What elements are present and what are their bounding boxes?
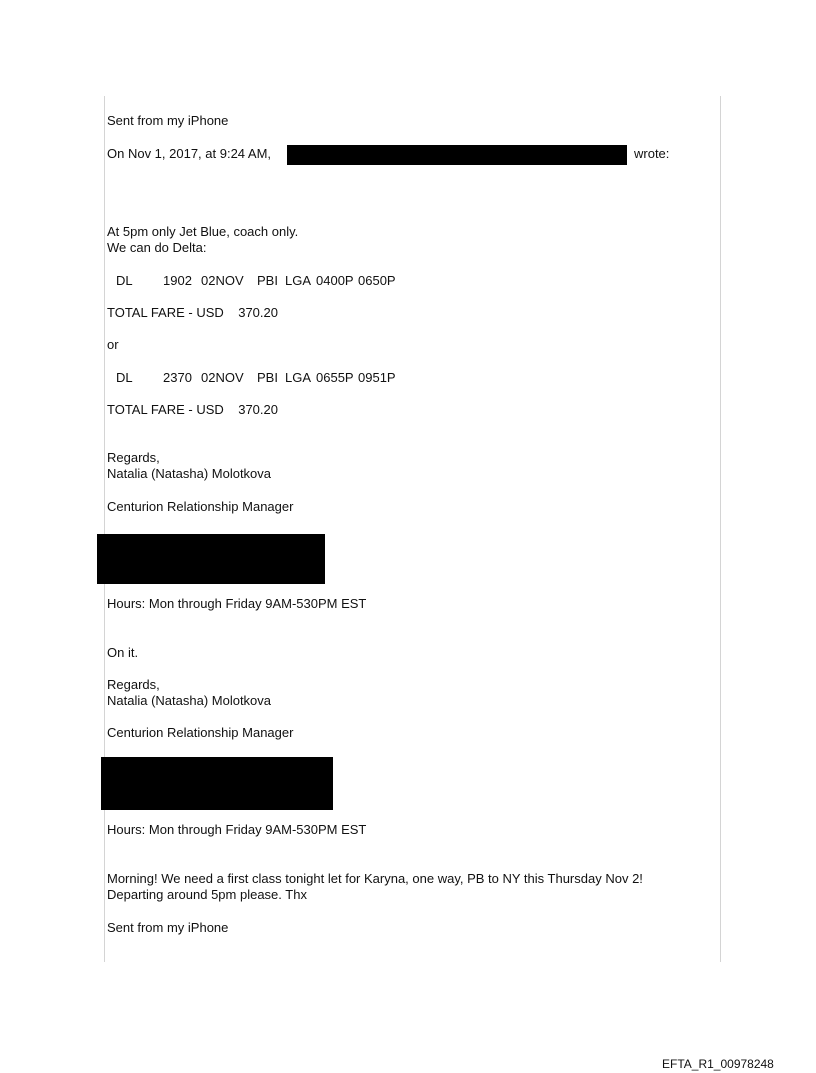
flight-origin: PBI <box>257 273 278 288</box>
document-id: EFTA_R1_00978248 <box>662 1057 774 1071</box>
message-text: On it. <box>107 645 139 660</box>
redaction-block <box>287 145 627 165</box>
quoted-header-prefix: On Nov 1, 2017, at 9:24 AM, <box>107 146 272 161</box>
signature-name: Natalia (Natasha) Molotkova <box>107 693 272 708</box>
flight-number: 2370 <box>163 370 192 385</box>
flight-destination: LGA <box>285 273 312 288</box>
signature-regards: Regards, <box>107 677 160 692</box>
signature-title: Centurion Relationship Manager <box>107 499 294 514</box>
flight-arrive: 0650P <box>358 273 396 288</box>
flight-number: 1902 <box>163 273 192 288</box>
flight-airline: DL <box>116 370 133 385</box>
redaction-block <box>101 757 333 810</box>
flight-origin: PBI <box>257 370 278 385</box>
message-text: Departing around 5pm please. Thx <box>107 887 307 902</box>
reply-line: We can do Delta: <box>107 240 207 255</box>
flight-date: 02NOV <box>201 370 244 385</box>
flight-depart: 0400P <box>316 273 354 288</box>
sent-from-line: Sent from my iPhone <box>107 113 229 128</box>
total-fare: TOTAL FARE - USD 370.20 <box>107 402 278 417</box>
sent-from-line: Sent from my iPhone <box>107 920 229 935</box>
redaction-block <box>97 534 325 584</box>
signature-hours: Hours: Mon through Friday 9AM-530PM EST <box>107 822 367 837</box>
flight-depart: 0655P <box>316 370 354 385</box>
signature-hours: Hours: Mon through Friday 9AM-530PM EST <box>107 596 367 611</box>
flight-date: 02NOV <box>201 273 244 288</box>
reply-line: At 5pm only Jet Blue, coach only. <box>107 224 299 239</box>
or-text: or <box>107 337 119 352</box>
flight-arrive: 0951P <box>358 370 396 385</box>
message-text: Morning! We need a first class tonight let for Karyna, one way, PB to NY this Thursday Nov 2! <box>107 871 643 886</box>
signature-regards: Regards, <box>107 450 160 465</box>
signature-title: Centurion Relationship Manager <box>107 725 294 740</box>
quoted-header-suffix: wrote: <box>634 146 670 161</box>
flight-destination: LGA <box>285 370 312 385</box>
flight-airline: DL <box>116 273 133 288</box>
signature-name: Natalia (Natasha) Molotkova <box>107 466 272 481</box>
total-fare: TOTAL FARE - USD 370.20 <box>107 305 278 320</box>
